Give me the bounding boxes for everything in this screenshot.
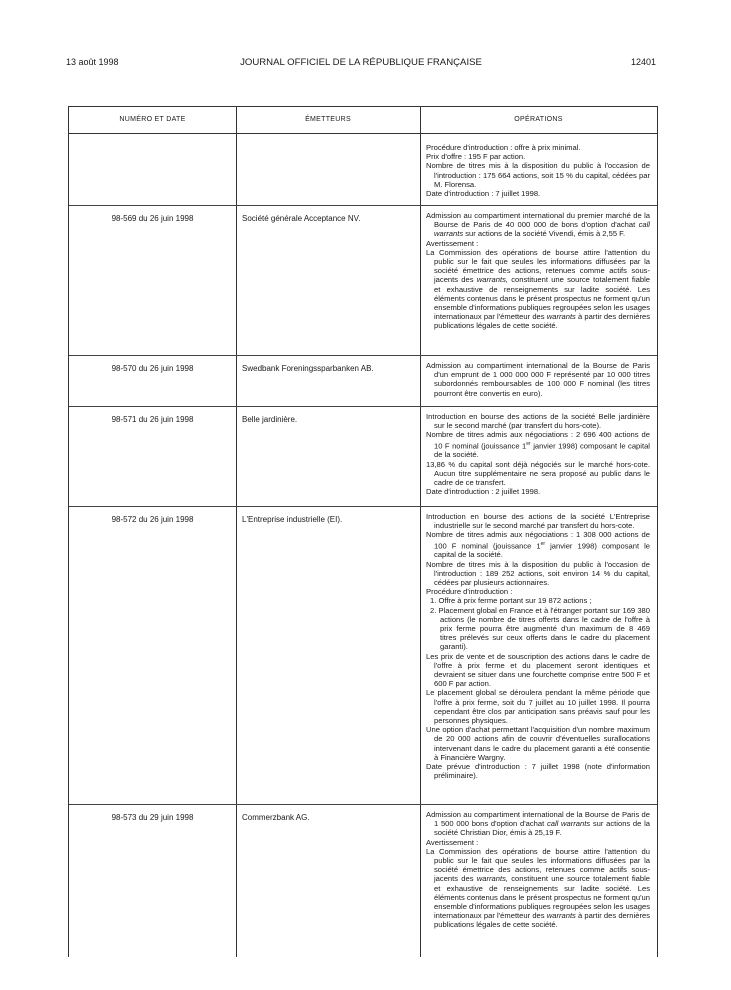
- operation-line: Nombre de titres mis à la disposition du public à l'occasion de l'introduction : 189 252 actions, soit environ 14 % du capital, cédées par plusieurs actionnaires.: [426, 559, 650, 587]
- operation-line: Les prix de vente et de souscription des actions dans le cadre de l'offre à prix ferme et du placement seront identiques et devraient se situer dans une fourchette comprise entre 500 F et 600 F par action.: [426, 651, 650, 689]
- row-number-date: 98-569 du 26 juin 1998: [111, 214, 194, 223]
- column-header-emetteurs: ÉMETTEURS: [305, 116, 351, 123]
- row-number-date: 98-570 du 26 juin 1998: [111, 364, 194, 373]
- operation-line: Admission au compartiment international du premier marché de la Bourse de Paris de 40 000 000 de bons d'option d'achat call warrants sur actions de la société Vivendi, émis à 2,55 F.: [426, 211, 650, 239]
- operation-line: Nombre de titres admis aux négociations : 2 696 400 actions de 10 F nominal (jouissance 1er janvier 1998) composant le capital de la société.: [426, 430, 650, 460]
- row-number-date: 98-571 du 26 juin 1998: [111, 415, 194, 424]
- table-row: [69, 407, 657, 507]
- table-row: [69, 356, 657, 407]
- operation-line: Introduction en bourse des actions de la société Belle jardinière sur le second marché (par transfert du hors-cote).: [426, 412, 650, 431]
- operations-cell: [426, 211, 650, 331]
- operation-line: 13,86 % du capital sont déjà négociés sur le marché hors-cote. Aucun titre supplémentaire ne sera proposé au public dans le cadre de ce transfert.: [426, 459, 650, 487]
- row-emitter: Commerzbank AG.: [242, 813, 310, 822]
- operations-cell: [426, 143, 650, 198]
- table-row: [69, 206, 657, 356]
- row-emitter: Société générale Acceptance NV.: [242, 214, 361, 223]
- page-number: 12401: [630, 57, 656, 67]
- operations-cell: [426, 412, 650, 496]
- operation-line: Une option d'achat permettant l'acquisition d'un nombre maximum de 20 000 actions afin de couvrir d'éventuelles surallocations intervenant dans le cadre du placement garanti a été consentie à Financière Wargny.: [426, 725, 650, 762]
- row-number-date: 98-573 du 29 juin 1998: [111, 813, 194, 822]
- operations-cell: [426, 361, 650, 398]
- column-header-operations: OPÉRATIONS: [514, 116, 563, 123]
- operation-line: Admission au compartiment international de la Bourse de Paris d'un emprunt de 1 000 000 000 F représenté par 10 000 titres subordonnés remboursables de 100 000 F nominal (les titres pourront être convertis en euro).: [426, 361, 650, 398]
- operation-line: Procédure d'introduction : offre à prix minimal.: [426, 143, 581, 152]
- operation-subitem: 2. Placement global en France et à l'étranger portant sur 169 380 actions (le nombre de titres offerts dans le cadre de l'offre à prix ferme pourra être augmenté d'un maximum de 8 469 titres prélevés sur ceux offerts dans le cadre du placement garanti).: [430, 605, 650, 652]
- journal-title: JOURNAL OFFICIEL DE LA RÉPUBLIQUE FRANÇAISE: [240, 57, 482, 68]
- operation-line: Admission au compartiment international de la Bourse de Paris de 1 500 000 bons d'option d'achat call warrants sur actions de la société Christian Dior, émis à 25,19 F.: [426, 810, 650, 838]
- operation-line: Nombre de titres mis à la disposition du public à l'occasion de l'introduction : 175 664 actions, soit 15 % du capital, cédées par M. Florensa.: [426, 161, 650, 189]
- operation-line: Nombre de titres admis aux négociations : 1 308 000 actions de 100 F nominal (jouissance 1er janvier 1998) composant le capital de la société.: [426, 530, 650, 560]
- operation-line: Le placement global se déroulera pendant la même période que l'offre à prix ferme, soit du 7 juillet au 10 juillet 1998. Il pourra cependant être clos par anticipation sans préavis sauf pour les personnes physiques.: [426, 688, 650, 725]
- operation-line: Date d'introduction : 7 juillet 1998.: [426, 189, 541, 199]
- row-emitter: L'Entreprise industrielle (EI).: [242, 515, 343, 524]
- operation-line: Date prévue d'introduction : 7 juillet 1998 (note d'information préliminaire).: [426, 762, 650, 781]
- table-row: [69, 507, 657, 805]
- row-emitter: Swedbank Foreningssparbanken AB.: [242, 364, 374, 373]
- operation-line: Prix d'offre : 195 F par action.: [426, 152, 526, 162]
- operations-table: [68, 106, 658, 957]
- operation-line: La Commission des opérations de bourse attire l'attention du public sur le fait que seules les informations diffusées par la société émettrice des actions, retenues comme actifs sous-jacents des warrants, constituent une source totalement fiable et exhaustive de renseignements sur ladite société. Les éléments contenus dans le présent prospectus ne forment qu'un ensemble d'informations publiques regroupées selon les usages internationaux par l'émetteur des warrants à partir des dernières publications légales de cette société.: [426, 846, 650, 930]
- column-header-numero: NUMÉRO ET DATE: [119, 116, 186, 123]
- row-emitter: Belle jardinière.: [242, 415, 298, 424]
- header-date: 13 août 1998: [66, 57, 119, 67]
- operations-cell: [426, 810, 650, 930]
- operation-line: Avertissement :: [426, 238, 479, 248]
- operations-cell: [426, 512, 650, 780]
- row-number-date: 98-572 du 26 juin 1998: [111, 515, 194, 524]
- operation-line: La Commission des opérations de bourse attire l'attention du public sur le fait que seules les informations diffusées par la société émettrice des actions, retenues comme actifs sous-jacents des warrants, constituent une source totalement fiable et exhaustive de renseignements sur ladite société. Les éléments contenus dans le présent prospectus ne forment qu'un ensemble d'informations publiques regroupées selon les usages internationaux par l'émetteur des warrants à partir des dernières publications légales de cette société.: [426, 247, 650, 331]
- table-row: [69, 134, 657, 206]
- table-row: [69, 805, 657, 957]
- operation-line: Date d'introduction : 2 juillet 1998.: [426, 487, 541, 497]
- operation-line: Introduction en bourse des actions de la société L'Entreprise industrielle sur le second marché par transfert du hors-cote.: [426, 512, 650, 531]
- operation-line: Procédure d'introduction :: [426, 587, 513, 597]
- operation-line: Avertissement :: [426, 837, 479, 847]
- page-header: [66, 57, 656, 71]
- operation-subitem: 1. Offre à prix ferme portant sur 19 872 actions ;: [430, 596, 592, 606]
